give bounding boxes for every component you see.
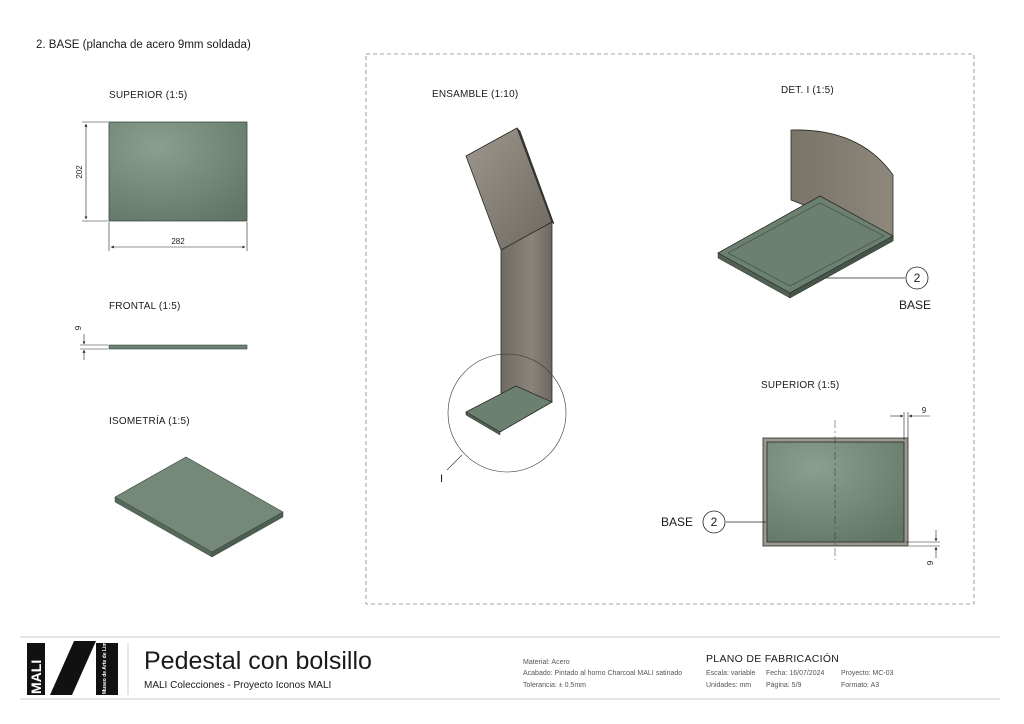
logo-side-text: Museo de Arte de Lima — [102, 639, 108, 694]
part-number-superior: 2 — [710, 515, 718, 529]
plate-isometric-view — [115, 457, 283, 557]
meta-material: Material: Acero — [523, 659, 570, 666]
meta-tolerancia: Tolerancia: ± 0.5mm — [523, 682, 586, 689]
detail-mark: I — [440, 473, 444, 485]
part-name-detail: BASE — [899, 298, 932, 312]
dimension-thickness-value: 9 — [74, 325, 83, 331]
detail-leader — [447, 455, 462, 470]
logo-text: MALI — [28, 659, 44, 694]
view-label-ensamble: ENSAMBLE (1:10) — [432, 89, 519, 100]
meta-proyecto: Proyecto: MC-03 — [841, 670, 894, 677]
part-number-detail: 2 — [913, 271, 921, 285]
meta-formato: Formato: A3 — [841, 682, 880, 689]
view-label-detalle: DET. I (1:5) — [781, 85, 834, 96]
plate-front-view — [109, 345, 247, 349]
plate-top-view — [109, 122, 247, 221]
base-top-view — [763, 420, 908, 560]
detail-view — [718, 130, 893, 298]
drawing-title: Pedestal con bolsillo — [144, 647, 372, 675]
plano-label: PLANO DE FABRICACIÓN — [706, 653, 840, 665]
dimension-depth — [82, 122, 108, 221]
drawing-subtitle: MALI Colecciones - Proyecto Iconos MALI — [144, 680, 332, 691]
section-title: 2. BASE (plancha de acero 9mm soldada) — [36, 39, 251, 51]
meta-escala: Escala: variable — [706, 670, 756, 677]
part-name-superior: BASE — [661, 515, 694, 529]
view-label-frontal: FRONTAL (1:5) — [109, 301, 181, 312]
dimension-edge-top-value: 9 — [921, 406, 927, 415]
meta-unidades: Unidades: mm — [706, 682, 752, 689]
meta-acabado: Acabado: Pintado al horno Charcoal MALI satinado — [523, 670, 683, 677]
view-label-superior-right: SUPERIOR (1:5) — [761, 380, 840, 391]
meta-pagina: Página: 5/9 — [766, 682, 802, 689]
dimension-thickness — [80, 334, 108, 360]
pedestal-assembly — [466, 128, 554, 435]
dimension-edge-top — [890, 412, 930, 440]
view-label-isometria: ISOMETRÍA (1:5) — [109, 416, 190, 427]
dimension-edge-bottom-value: 9 — [926, 560, 935, 566]
meta-fecha: Fecha: 16/07/2024 — [766, 670, 825, 677]
dimension-edge-bottom — [905, 530, 940, 558]
view-label-superior-left: SUPERIOR (1:5) — [109, 90, 188, 101]
dimension-depth-value: 202 — [75, 165, 84, 179]
dimension-width-value: 282 — [171, 237, 185, 246]
